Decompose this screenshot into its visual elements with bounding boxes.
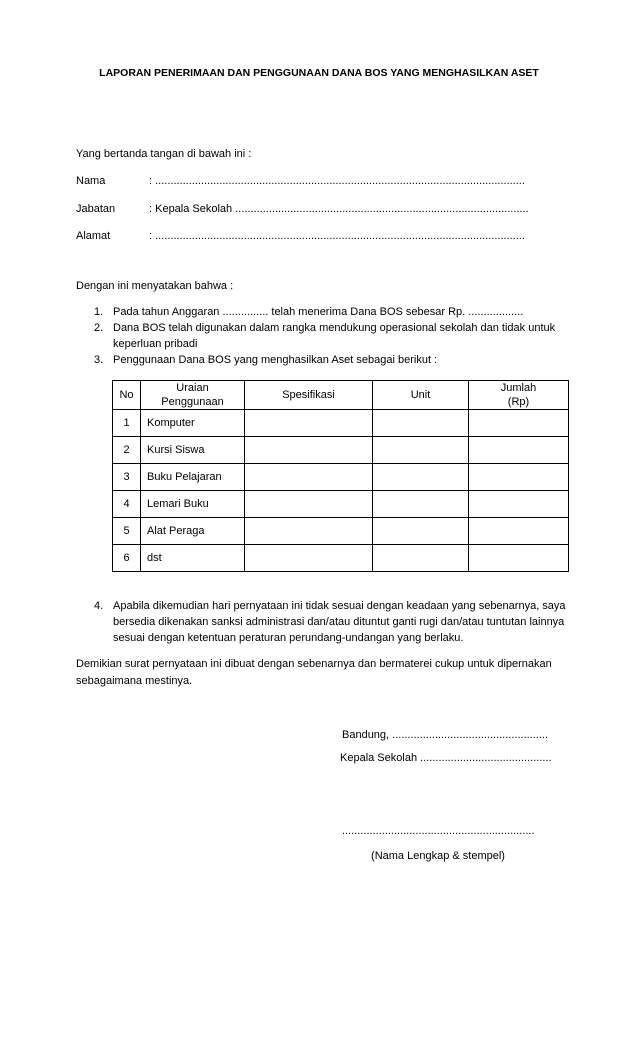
cell-jumlah [469, 464, 569, 491]
asset-table [112, 380, 569, 572]
cell-spesifikasi [245, 491, 373, 518]
table-row [113, 437, 569, 464]
cell-uraian: Komputer [141, 410, 245, 437]
cell-spesifikasi [245, 464, 373, 491]
cell-spesifikasi [245, 410, 373, 437]
cell-uraian: dst [141, 545, 245, 572]
point-2-text-line-2: keperluan pribadi [113, 338, 198, 350]
cell-unit [373, 464, 469, 491]
cell-no: 2 [113, 437, 141, 464]
cell-uraian: Lemari Buku [141, 491, 245, 518]
signature-position: Kepala Sekolah ........................................... [340, 752, 552, 764]
cell-unit [373, 437, 469, 464]
field-label-alamat: Alamat [76, 230, 111, 242]
cell-jumlah [469, 491, 569, 518]
cell-no: 5 [113, 518, 141, 545]
table-row [113, 545, 569, 572]
cell-no: 6 [113, 545, 141, 572]
cell-unit [373, 518, 469, 545]
field-value-alamat: : ......................................................................................................................... [149, 230, 525, 242]
statement-text: Dengan ini menyatakan bahwa : [76, 280, 234, 292]
table-row [113, 518, 569, 545]
intro-text: Yang bertanda tangan di bawah ini : [76, 148, 252, 160]
point-4-text-line-2: bersedia dikenakan sanksi administrasi dan/atau dituntut ganti rugi dan/atau tuntutan lainnya [113, 616, 565, 628]
header-no: No [113, 381, 141, 410]
header-unit: Unit [373, 381, 469, 410]
field-label-jabatan: Jabatan [76, 203, 116, 215]
cell-unit [373, 491, 469, 518]
signature-line: ............................................................... [342, 825, 535, 837]
point-3-number: 3. [94, 354, 104, 366]
table-row [113, 410, 569, 437]
cell-no: 3 [113, 464, 141, 491]
cell-jumlah [469, 410, 569, 437]
point-1-number: 1. [94, 306, 104, 318]
cell-jumlah [469, 518, 569, 545]
cell-unit [373, 545, 469, 572]
cell-spesifikasi [245, 437, 373, 464]
point-4-number: 4. [94, 600, 104, 612]
point-2-number: 2. [94, 322, 104, 334]
table-row [113, 491, 569, 518]
table-row [113, 464, 569, 491]
cell-no: 4 [113, 491, 141, 518]
document-title: LAPORAN PENERIMAAN DAN PENGGUNAAN DANA BOS YANG MENGHASILKAN ASET [99, 67, 539, 79]
cell-uraian: Kursi Siswa [141, 437, 245, 464]
header-jumlah: Jumlah (Rp) [469, 381, 569, 410]
cell-spesifikasi [245, 545, 373, 572]
cell-no: 1 [113, 410, 141, 437]
cell-uraian: Alat Peraga [141, 518, 245, 545]
table-header-row [113, 381, 569, 410]
point-2-text-line-1: Dana BOS telah digunakan dalam rangka mendukung operasional sekolah dan tidak untuk [113, 322, 556, 334]
signature-name-note: (Nama Lengkap & stempel) [371, 850, 505, 862]
field-label-nama: Nama [76, 175, 106, 187]
field-value-nama: : ......................................................................................................................... [149, 175, 525, 187]
point-4-text-line-3: sesuai dengan ketentuan peraturan perundang-undangan yang berlaku. [113, 632, 464, 644]
cell-uraian: Buku Pelajaran [141, 464, 245, 491]
closing-line-1: Demikian surat pernyataan ini dibuat dengan sebenarnya dan bermaterei cukup untuk dipernakan [76, 658, 552, 670]
cell-jumlah [469, 545, 569, 572]
field-value-jabatan: : Kepala Sekolah ................................................................................................ [149, 203, 529, 215]
cell-jumlah [469, 437, 569, 464]
header-spesifikasi: Spesifikasi [245, 381, 373, 410]
header-uraian: Uraian Penggunaan [141, 381, 245, 410]
signature-place-date: Bandung, ................................................... [342, 729, 549, 741]
cell-spesifikasi [245, 518, 373, 545]
point-1-text: Pada tahun Anggaran ............... telah menerima Dana BOS sebesar Rp. .................. [113, 306, 524, 318]
cell-unit [373, 410, 469, 437]
point-3-text: Penggunaan Dana BOS yang menghasilkan Aset sebagai berikut : [113, 354, 438, 366]
point-4-text-line-1: Apabila dikemudian hari pernyataan ini tidak sesuai dengan keadaan yang sebenarnya, saya [113, 600, 566, 612]
closing-line-2: sebagaimana mestinya. [76, 675, 193, 687]
